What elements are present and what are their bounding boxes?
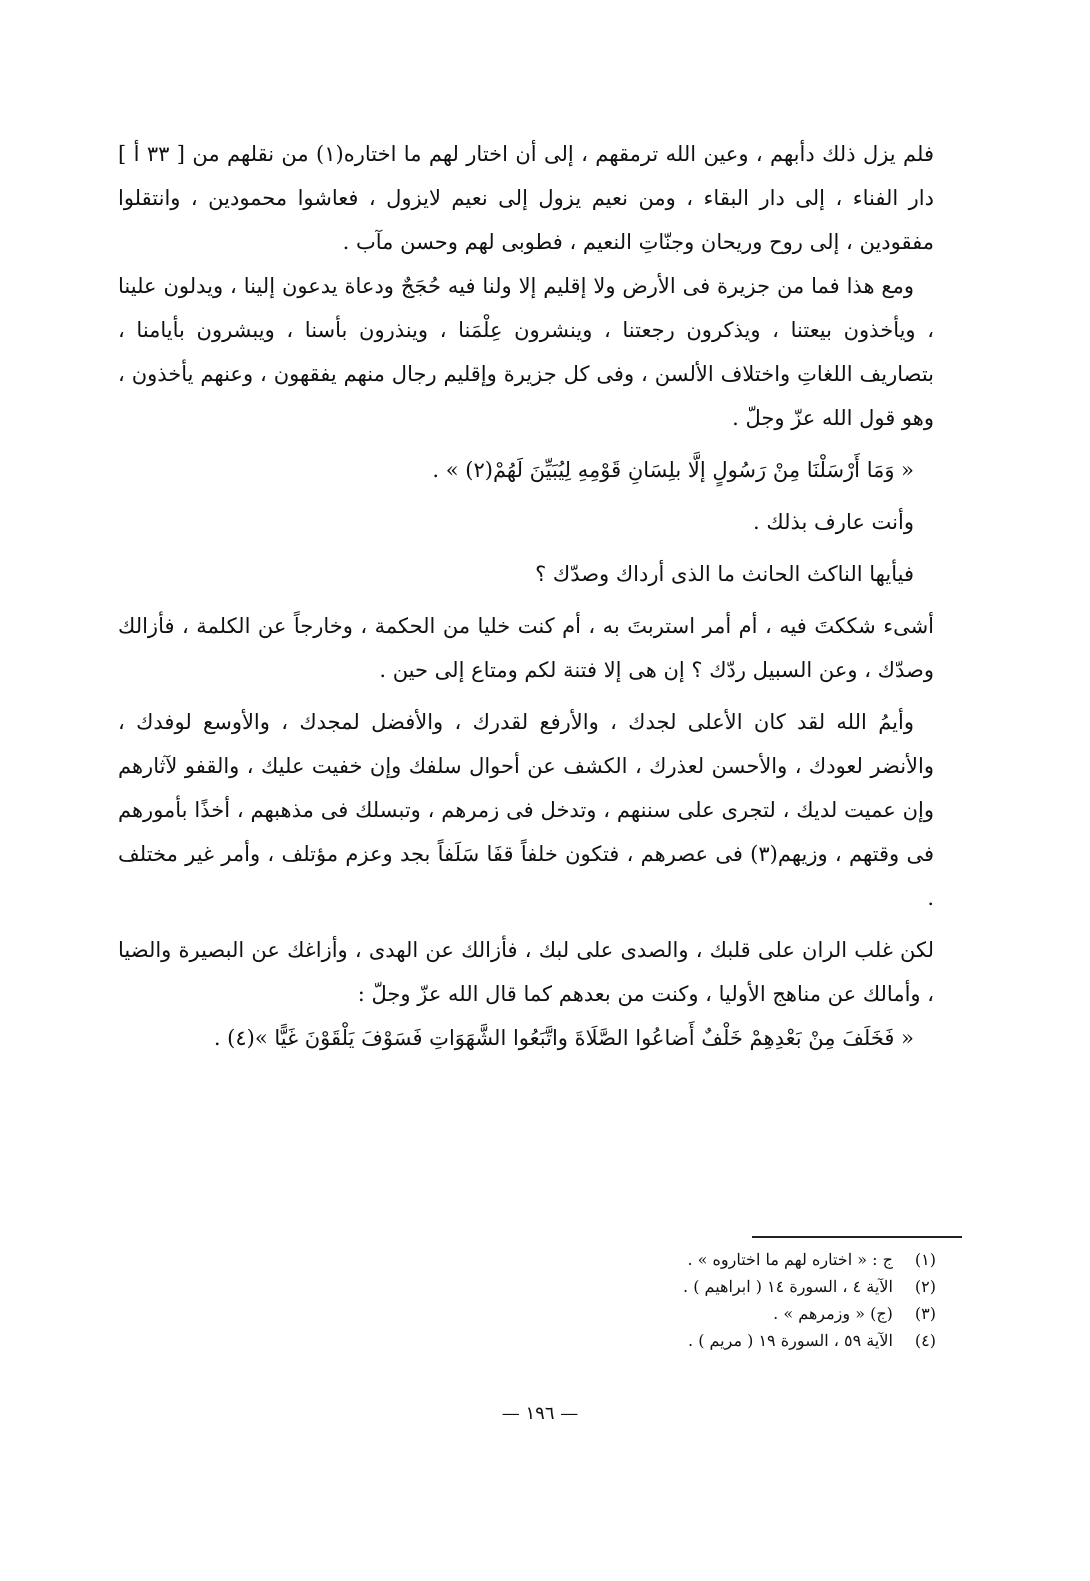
- paragraph-5: أشىء شككتَ فيه ، أم أمر استربتَ به ، أم كنت خليا من الحكمة ، وخارجاً عن الكلمة ، فأزالك وصدّك ، وعن السبيل ردّك ؟ إن هى إلا فتنة لكم ومتاع إلى حين .: [118, 614, 934, 682]
- footnote-1: [460, 1246, 936, 1273]
- footnote-number: (٣): [914, 1304, 936, 1323]
- footnote-3: [460, 1300, 936, 1327]
- paragraph-3: وأنت عارف بذلك .: [753, 510, 914, 534]
- paragraph-4: فيأيها الناكث الحانث ما الذى أرداك وصدّك ؟: [535, 562, 914, 586]
- footnote-2: [460, 1273, 936, 1300]
- paragraph-6: وأيمُ الله لقد كان الأعلى لجدك ، والأرفع لقدرك ، والأفضل لمجدك ، والأوسع لوفدك ، والأنضر لعودك ، والأحسن لعذرك ، الكشف عن أحوال سلفك وإن خفيت عليك ، والقفو لآثارهم وإن عميت لديك ، لتجرى على سننهم ، وتدخل فى زمرهم ، وتبسلك فى مذهبهم ، أخذًا بأمورهم فى وقتهم ، وزيهم(٣) فى عصرهم ، فتكون خلفاً قفَا سَلَفاً بجد وعزم مؤتلف ، وأمر غير مختلف .: [118, 710, 934, 910]
- footnote-text: ج : « اختاره لهم ما اختاروه » .: [687, 1250, 893, 1269]
- paragraph-7: لكن غلب الران على قلبك ، والصدى على لبك ، فأزالك عن الهدى ، وأزاغك عن البصيرة والضيا ، وأمالك عن مناهج الأوليا ، وكنت من بعدهم كما قال الله عزّ وجلّ :: [118, 938, 934, 1006]
- paragraph-2: ومع هذا فما من جزيرة فى الأرض ولا إقليم إلا ولنا فيه حُجَجٌ ودعاة يدعون إلينا ، ويدلون علينا ، ويأخذون بيعتنا ، ويذكرون رجعتنا ، وينشرون عِلْمَنا ، وينذرون بأسنا ، ويبشرون بأيامنا ، بتصاريف اللغاتِ واختلاف الألسن ، وفى كل جزيرة وإقليم رجال منهم يفقهون ، وعنهم يأخذون ، وهو قول الله عزّ وجلّ .: [118, 274, 934, 430]
- main-text: [118, 132, 934, 1060]
- footnote-number: (٢): [914, 1277, 936, 1296]
- footnote-number: (١): [914, 1250, 936, 1269]
- footnote-divider: [752, 1236, 962, 1238]
- footnotes: [460, 1246, 936, 1354]
- quran-verse-1: « وَمَا أَرْسَلْنَا مِنْ رَسُولٍ إلَّا بلِسَانِ قَوْمِهِ لِيُبَيِّنَ لَهُمْ(٢) » .: [432, 458, 914, 482]
- footnote-4: [460, 1327, 936, 1354]
- footnote-text: الآية ٥٩ ، السورة ١٩ ( مريم ) .: [688, 1331, 893, 1350]
- footnote-number: (٤): [914, 1331, 936, 1350]
- page-number: — ١٩٦ —: [501, 1403, 579, 1424]
- paragraph-1: فلم يزل ذلك دأبهم ، وعين الله ترمقهم ، إلى أن اختار لهم ما اختاره(١) من نقلهم من [ ٣٣ أ ] دار الفناء ، إلى دار البقاء ، ومن نعيم يزول إلى نعيم لايزول ، فعاشوا محمودين ، وانتقلوا مفقودين ، إلى روح وريحان وجنّاتِ النعيم ، فطوبى لهم وحسن مآب .: [118, 142, 934, 254]
- footnote-text: الآية ٤ ، السورة ١٤ ( ابراهيم ) .: [683, 1277, 893, 1296]
- footnote-text: (ج) « وزمرهم » .: [773, 1304, 893, 1323]
- quran-verse-2: « فَخَلَفَ مِنْ بَعْدِهِمْ خَلْفٌ أَضاعُوا الصَّلَاةَ واتَّبَعُوا الشَّهَوَاتِ فَسَوْفَ يَلْقَوْنَ غَيًّا »(٤) .: [213, 1026, 914, 1050]
